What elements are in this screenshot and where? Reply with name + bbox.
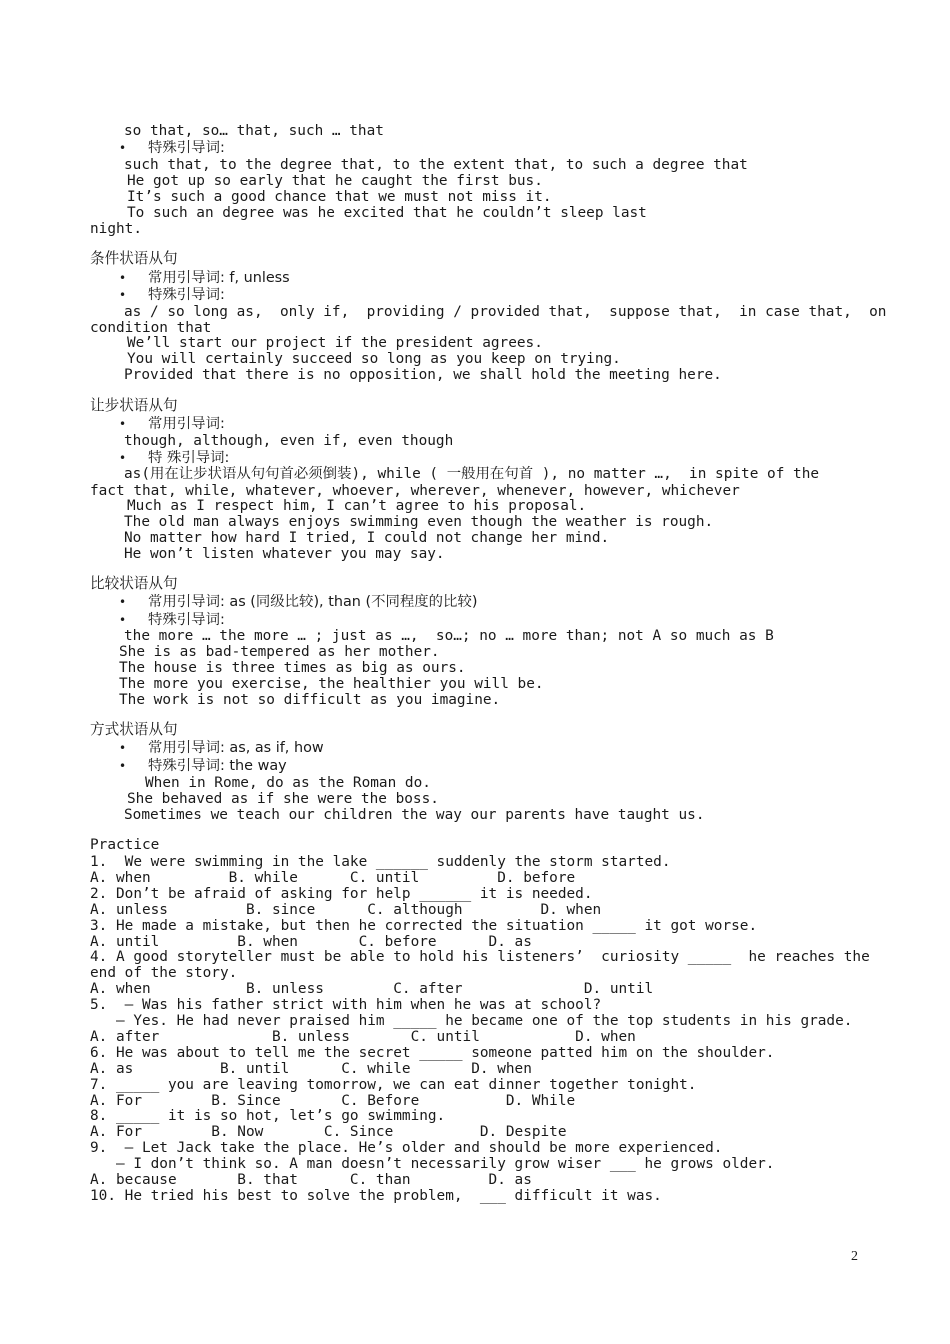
page-number: 2	[851, 1249, 858, 1264]
result-example: To such an degree was he excited that he couldn’t sleep last	[127, 205, 647, 221]
section-title-manner: 方式状语从句	[90, 721, 178, 738]
comparison-example: She is as bad-tempered as her mother.	[119, 644, 440, 660]
practice-line: A. For B. Since C. Before D. While	[90, 1092, 576, 1109]
condition-example: We’ll start our project if the president agrees.	[127, 335, 543, 351]
practice-line: A. as B. until C. while D. when	[90, 1060, 532, 1077]
bullet-icon: •	[119, 613, 127, 627]
result-example: It’s such a good chance that we must not miss it.	[127, 189, 552, 205]
comparison-special-words: the more … the more … ; just as …, so…; no … more than; not A so much as B	[124, 628, 774, 644]
comparison-common-label: 常用引导词: as (同级比较), than (不同程度的比较)	[148, 594, 478, 610]
result-special-words: such that, to the degree that, to the extent that, to such a degree that	[124, 157, 748, 173]
practice-line: end of the story.	[90, 965, 238, 982]
practice-line: 9. — Let Jack take the place. He’s older and should be more experienced.	[90, 1140, 723, 1157]
manner-common-label: 常用引导词: as, as if, how	[148, 740, 324, 756]
result-example: night.	[90, 221, 142, 237]
bullet-icon: •	[119, 451, 127, 465]
concession-special-words: fact that, while, whatever, whoever, wherever, whenever, however, whichever	[90, 483, 740, 499]
practice-line: A. For B. Now C. Since D. Despite	[90, 1124, 567, 1141]
comparison-example: The work is not so difficult as you imagine.	[119, 692, 501, 708]
bullet-icon: •	[119, 288, 127, 302]
practice-line: 1. We were swimming in the lake ______ suddenly the storm started.	[90, 854, 671, 870]
section-title-condition: 条件状语从句	[90, 250, 178, 267]
practice-line: 6. He was about to tell me the secret _____ someone patted him on the shoulder.	[90, 1044, 775, 1061]
concession-example: No matter how hard I tried, I could not change her mind.	[124, 530, 610, 546]
comparison-special-label: 特殊引导词:	[148, 612, 225, 628]
practice-line: 4. A good storyteller must be able to hold his listeners’ curiosity _____ he reaches the	[90, 949, 870, 966]
result-intro: so that, so… that, such … that	[124, 123, 384, 139]
concession-example: The old man always enjoys swimming even though the weather is rough.	[124, 514, 714, 530]
practice-line: A. when B. unless C. after D. until	[90, 981, 654, 998]
manner-special-label: 特殊引导词: the way	[148, 758, 287, 774]
practice-line: 8. _____ it is so hot, let’s go swimming.	[90, 1108, 446, 1125]
practice-line: 3. He made a mistake, but then he corrected the situation _____ it got worse.	[90, 917, 758, 934]
manner-example: Sometimes we teach our children the way our parents have taught us.	[124, 807, 705, 823]
concession-common-words: though, although, even if, even though	[124, 433, 454, 449]
practice-line: A. after B. unless C. until D. when	[90, 1028, 636, 1045]
comparison-example: The house is three times as big as ours.	[119, 660, 466, 676]
manner-example: She behaved as if she were the boss.	[127, 791, 439, 807]
practice-title: Practice	[90, 837, 160, 853]
result-example: He got up so early that he caught the first bus.	[127, 173, 543, 189]
bullet-icon: •	[119, 759, 127, 773]
condition-special-words: condition that	[90, 320, 212, 336]
practice-line: — I don’t think so. A man doesn’t necessarily grow wiser ___ he grows older.	[90, 1156, 775, 1173]
condition-example: Provided that there is no opposition, we shall hold the meeting here.	[124, 367, 722, 383]
practice-line: 7. _____ you are leaving tomorrow, we can eat dinner together tonight.	[90, 1076, 697, 1093]
bullet-icon: •	[119, 271, 127, 285]
bullet-icon: •	[119, 741, 127, 755]
practice-line: 2. Don’t be afraid of asking for help ______ it is needed.	[90, 885, 593, 902]
practice-line: A. when B. while C. until D. before	[90, 869, 576, 886]
concession-example: He won’t listen whatever you may say.	[124, 546, 445, 562]
concession-common-label: 常用引导词:	[148, 416, 225, 432]
practice-line: A. because B. that C. than D. as	[90, 1172, 532, 1188]
bullet-icon: •	[119, 417, 127, 431]
condition-example: You will certainly succeed so long as you keep on trying.	[127, 351, 621, 367]
bullet-icon: •	[119, 141, 127, 155]
concession-special-label: 特 殊引导词:	[148, 450, 230, 466]
bullet-icon: •	[119, 595, 127, 609]
condition-common-label: 常用引导词: f, unless	[148, 270, 290, 286]
comparison-example: The more you exercise, the healthier you will be.	[119, 676, 544, 692]
concession-example: Much as I respect him, I can’t agree to his proposal.	[127, 498, 587, 514]
practice-line: A. unless B. since C. although D. when	[90, 901, 602, 918]
practice-line: 10. He tried his best to solve the problem, ___ difficult it was.	[90, 1187, 662, 1204]
section-title-comparison: 比较状语从句	[90, 575, 178, 592]
practice-line: 5. – Was his father strict with him when he was at school?	[90, 997, 602, 1014]
result-special-label: 特殊引导词:	[148, 140, 225, 156]
concession-special-words: as(用在让步状语从句句首必须倒装), while ( 一般用在句首 ), no matter …, in spite of the	[124, 466, 820, 482]
section-title-concession: 让步状语从句	[90, 397, 178, 414]
condition-special-words: as / so long as, only if, providing / provided that, suppose that, in case that, on	[124, 304, 887, 320]
manner-example: When in Rome, do as the Roman do.	[145, 775, 431, 791]
condition-special-label: 特殊引导词:	[148, 287, 225, 303]
practice-line: A. until B. when C. before D. as	[90, 933, 532, 950]
practice-line: – Yes. He had never praised him _____ he became one of the top students in his grade.	[90, 1013, 853, 1029]
